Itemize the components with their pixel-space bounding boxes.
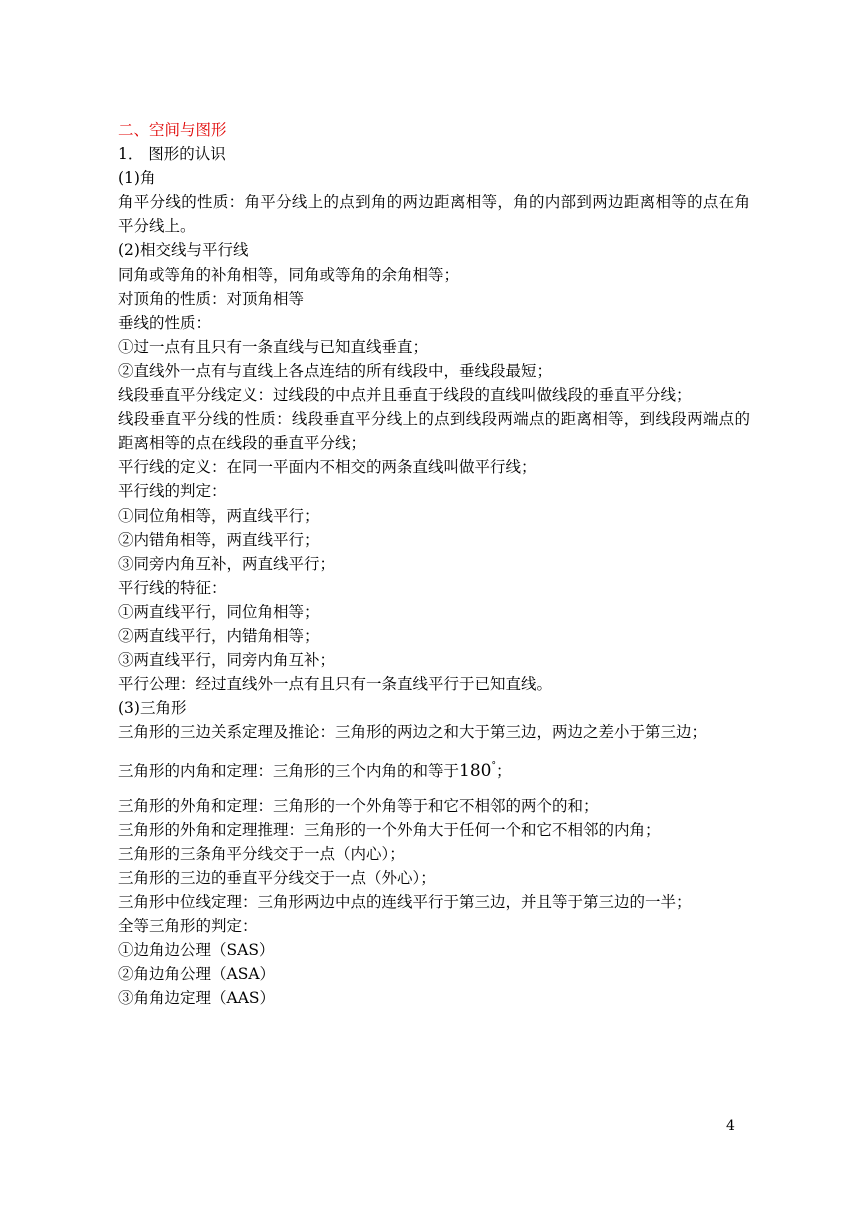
paragraph-parallel-criteria-heading: 平行线的判定： xyxy=(118,482,227,501)
paragraph-incenter: 三角形的三条角平分线交于一点（内心）； xyxy=(118,844,405,863)
list-item: ③同旁内角互补，两直线平行； xyxy=(118,554,336,573)
heading-triangle: (3)三角形 xyxy=(118,699,187,718)
paragraph-parallel-axiom: 平行公理：经过直线外一点有且只有一条直线平行于已知直线。 xyxy=(118,675,553,694)
page-number: 4 xyxy=(726,1118,735,1134)
list-item: ②直线外一点有与直线上各点连结的所有线段中，垂线段最短； xyxy=(118,361,553,380)
paragraph-exterior-angle: 三角形的外角和定理：三角形的一个外角等于和它不相邻的两个的和； xyxy=(118,796,599,815)
section-title: 二、空间与图形 xyxy=(118,121,227,139)
paragraph-parallel-def: 平行线的定义：在同一平面内不相交的两条直线叫做平行线； xyxy=(118,458,537,477)
paragraph-midline-theorem: 三角形中位线定理：三角形两边中点的连线平行于第三边，并且等于第三边的一半； xyxy=(118,892,692,911)
paragraph-perpendicular-bisector-def: 线段垂直平分线定义：过线段的中点并且垂直于线段的直线叫做线段的垂直平分线； xyxy=(118,386,692,405)
list-item: ③角角边定理（AAS） xyxy=(118,989,276,1008)
list-item: ③两直线平行，同旁内角互补； xyxy=(118,651,336,670)
list-item: ②角边角公理（ASA） xyxy=(118,965,276,984)
paragraph-supplement-complement: 同角或等角的补角相等，同角或等角的余角相等； xyxy=(118,265,460,284)
angle-sum-prefix: 三角形的内角和定理：三角形的三个内角的和等于 xyxy=(118,762,460,781)
list-item: ②内错角相等，两直线平行； xyxy=(118,530,320,549)
paragraph-perpendicular-heading: 垂线的性质： xyxy=(118,313,212,332)
document-body xyxy=(118,118,750,1010)
paragraph-vertical-angles: 对顶角的性质：对顶角相等 xyxy=(118,289,305,308)
angle-sum-suffix: ； xyxy=(495,762,512,781)
paragraph-angle-sum xyxy=(118,754,750,783)
paragraph-triangle-inequality: 三角形的三边关系定理及推论：三角形的两边之和大于第三边，两边之差小于第三边； xyxy=(118,723,708,742)
paragraph-exterior-angle-corollary: 三角形的外角和定理推理：三角形的一个外角大于任何一个和它不相邻的内角； xyxy=(118,820,661,839)
list-item: ①两直线平行，同位角相等； xyxy=(118,602,320,621)
list-item: ②两直线平行，内错角相等； xyxy=(118,626,320,645)
list-item: ①过一点有且只有一条直线与已知直线垂直； xyxy=(118,337,429,356)
paragraph-perpendicular-bisector-property: 线段垂直平分线的性质：线段垂直平分线上的点到线段两端点的距离相等，到线段两端点的距离相等的点在线段的垂直平分线； xyxy=(118,410,750,453)
subsection-title: 1． 图形的认识 xyxy=(118,145,226,164)
paragraph-congruence-heading: 全等三角形的判定： xyxy=(118,917,258,935)
list-item: ①边角边公理（SAS） xyxy=(118,941,275,960)
heading-angle: (1)角 xyxy=(118,169,156,188)
heading-intersecting-parallel: (2)相交线与平行线 xyxy=(118,241,249,260)
angle-sum-value: 180 xyxy=(459,761,492,782)
paragraph-circumcenter: 三角形的三边的垂直平分线交于一点（外心）； xyxy=(118,868,436,887)
list-item: ①同位角相等，两直线平行； xyxy=(118,506,320,525)
paragraph-parallel-features-heading: 平行线的特征： xyxy=(118,578,227,597)
paragraph-angle-bisector: 角平分线的性质：角平分线上的点到角的两边距离相等，角的内部到两边距离相等的点在角平分线上。 xyxy=(118,193,750,236)
degree-symbol: ° xyxy=(491,761,496,772)
